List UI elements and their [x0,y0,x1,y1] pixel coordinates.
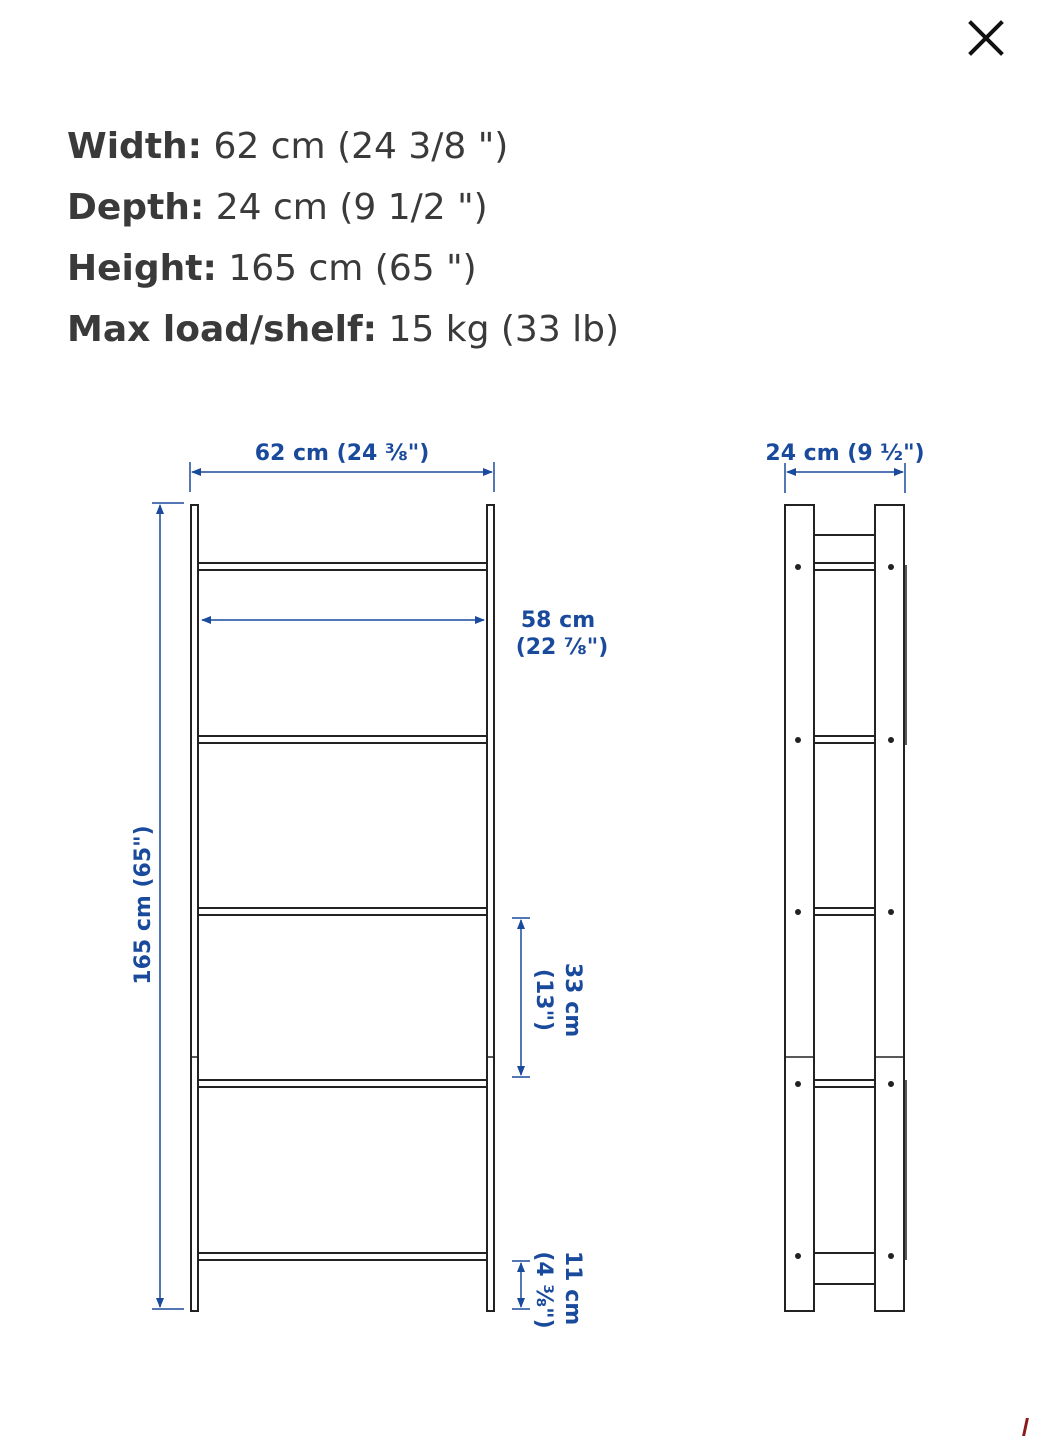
front-view [131,441,608,1329]
inner-width-dimension [202,608,608,660]
bottom-gap-label: 11 cm [560,1250,585,1326]
spec-label: Depth: [67,187,205,228]
spec-value: 24 cm (9 1/2 ") [204,187,488,228]
back-post [875,505,904,1311]
bottom-gap-label-imperial: (4 ⅜") [531,1251,556,1329]
spec-value: 15 kg (33 lb) [377,309,620,350]
inner-width-label-imperial: (22 ⅞") [515,635,609,660]
shelf-gap-dimension [512,918,585,1077]
shelf-gap-label-imperial: (13") [531,968,556,1032]
depth-dimension [765,441,924,493]
side-view [765,441,924,1311]
shelves [198,563,487,1260]
depth-label: 24 cm (9 ½") [765,441,925,466]
dowel-holes [795,564,894,1259]
shelf [198,908,487,915]
side-shelves [814,563,875,1284]
shelf [198,736,487,743]
left-upright [191,505,198,1311]
shelf [198,1253,487,1260]
front-post [785,505,814,1311]
shelf-gap-label: 33 cm [560,962,585,1038]
width-label: 62 cm (24 ⅜") [254,441,430,466]
spec-value: 165 cm (65 ") [216,248,477,289]
bottom-gap-dimension [512,1251,585,1329]
shelf [198,563,487,570]
spec-value: 62 cm (24 3/8 ") [202,126,509,167]
width-dimension [190,441,494,492]
right-upright [487,505,494,1311]
height-dimension [131,503,184,1309]
height-label: 165 cm (65") [131,825,156,985]
shelf [198,1080,487,1087]
inner-width-label: 58 cm [520,608,596,633]
spec-label: Width: [67,126,203,167]
spec-label: Height: [67,248,217,289]
spec-label: Max load/shelf: [67,309,378,350]
